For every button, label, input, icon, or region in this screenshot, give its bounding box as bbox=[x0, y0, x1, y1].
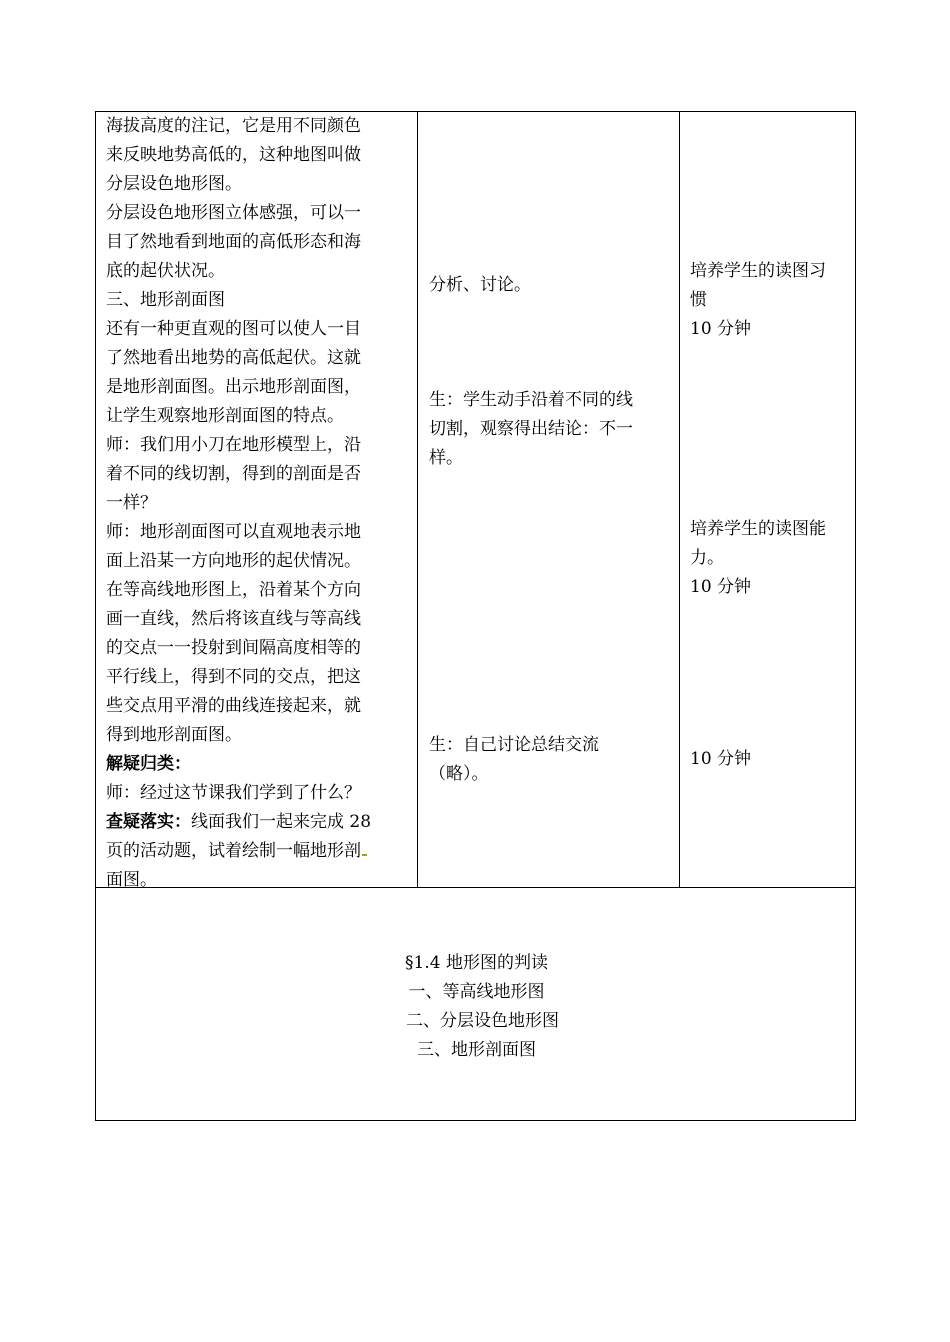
activity-line: 生：自己讨论总结交流 bbox=[429, 735, 599, 755]
content-line: 来反映地势高低的，这种地图叫做 bbox=[106, 145, 361, 165]
section-heading: 三、地形剖面图 bbox=[106, 290, 225, 310]
content-line: 一样？ bbox=[106, 493, 157, 513]
time-label: 10 分钟 bbox=[690, 319, 752, 339]
intent-line: 惯 bbox=[690, 290, 707, 310]
practice-line: 面图。 bbox=[106, 870, 157, 890]
board-line-2: 二、分层设色地形图 bbox=[406, 1011, 559, 1031]
content-line: 在等高线地形图上，沿着某个方向 bbox=[106, 580, 361, 600]
board-line-1: 一、等高线地形图 bbox=[408, 982, 545, 1002]
content-line: 底的起伏状况。 bbox=[106, 261, 225, 281]
content-line: 面上沿某一方向地形的起伏情况。 bbox=[106, 551, 361, 571]
practice-text: 线面我们一起来完成 28 bbox=[191, 812, 372, 832]
summary-label: 解疑归类： bbox=[106, 754, 191, 774]
content-line: 的交点一一投射到间隔高度相等的 bbox=[106, 638, 361, 658]
activity-line: （略）。 bbox=[429, 764, 489, 784]
content-line: 平行线上，得到不同的交点，把这 bbox=[106, 667, 361, 687]
activity-line: 样。 bbox=[429, 448, 463, 468]
content-line: 着不同的线切割，得到的剖面是否 bbox=[106, 464, 361, 484]
activity-line: 分析、讨论。 bbox=[429, 275, 531, 295]
column-divider-1 bbox=[417, 112, 418, 887]
column-divider-2 bbox=[679, 112, 680, 887]
content-line: 师：我们用小刀在地形模型上，沿 bbox=[106, 435, 361, 455]
content-line: 分层设色地形图立体感强，可以一 bbox=[106, 203, 361, 223]
practice-line bbox=[106, 808, 411, 837]
cursor-mark bbox=[362, 854, 367, 856]
summary-text: 师：经过这节课我们学到了什么？ bbox=[106, 783, 361, 803]
content-line: 师：地形剖面图可以直观地表示地 bbox=[106, 522, 361, 542]
board-title: §1.4 地形图的判读 bbox=[405, 953, 548, 973]
activity-line: 切割，观察得出结论：不一 bbox=[429, 419, 633, 439]
blackboard-summary bbox=[96, 949, 857, 1065]
content-line: 让学生观察地形剖面图的特点。 bbox=[106, 406, 344, 426]
time-label: 10 分钟 bbox=[690, 749, 752, 769]
teaching-content-cell bbox=[106, 112, 411, 895]
student-activity-cell-2 bbox=[429, 386, 674, 473]
design-intent-cell-1 bbox=[690, 257, 850, 344]
content-line: 目了然地看到地面的高低形态和海 bbox=[106, 232, 361, 252]
design-intent-cell-2 bbox=[690, 515, 850, 602]
practice-label: 查疑落实： bbox=[106, 812, 191, 832]
content-line: 些交点用平滑的曲线连接起来，就 bbox=[106, 696, 361, 716]
content-line: 了然地看出地势的高低起伏。这就 bbox=[106, 348, 361, 368]
practice-text: 页的活动题，试着绘制一幅地形剖 bbox=[106, 841, 361, 861]
practice-line bbox=[106, 837, 411, 866]
content-line: 分层设色地形图。 bbox=[106, 174, 242, 194]
content-line: 画一直线，然后将该直线与等高线 bbox=[106, 609, 361, 629]
lesson-table bbox=[95, 111, 856, 1121]
intent-line: 培养学生的读图习 bbox=[690, 261, 826, 281]
content-line: 是地形剖面图。出示地形剖面图， bbox=[106, 377, 361, 397]
student-activity-cell-3 bbox=[429, 731, 674, 789]
board-line-3: 三、地形剖面图 bbox=[417, 1040, 536, 1060]
intent-line: 力。 bbox=[690, 548, 724, 568]
design-intent-cell-3 bbox=[690, 745, 850, 774]
activity-line: 生：学生动手沿着不同的线 bbox=[429, 390, 633, 410]
content-line: 海拔高度的注记，它是用不同颜色 bbox=[106, 116, 361, 136]
intent-line: 培养学生的读图能 bbox=[690, 519, 826, 539]
student-activity-cell-1 bbox=[429, 271, 674, 300]
content-line: 还有一种更直观的图可以使人一目 bbox=[106, 319, 361, 339]
time-label: 10 分钟 bbox=[690, 577, 752, 597]
content-line: 得到地形剖面图。 bbox=[106, 725, 242, 745]
